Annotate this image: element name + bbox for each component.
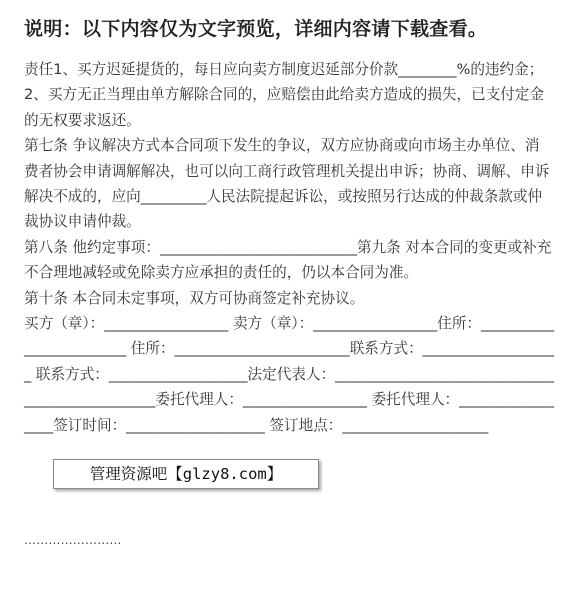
truncation-ellipsis: …………………… — [24, 533, 122, 547]
watermark-stamp: 管理资源吧【glzy8.com】 — [53, 459, 319, 489]
clause-seven-dispute: 第七条 争议解决方式本合同项下发生的争议，双方应协商或向市场主办单位、消费者协会申请调解解决，也可以向工商行政管理机关提出申诉；协商、调解、申诉解决不成的，应向_________人民法院提起诉讼，或按照另行达成的仲裁条款或仲裁协议申请仲裁。 — [24, 137, 550, 231]
clause-eight-nine: 第八条 他约定事项：___________________________第九条 对本合同的变更或补充不合理地减轻或免除卖方应承担的责任的，仍以本合同为准。 — [24, 238, 552, 282]
contract-text — [24, 57, 554, 438]
preview-notice: 说明：以下内容仅为文字预览，详细内容请下载查看。 — [24, 18, 488, 40]
clause-liability: 责任1、买方迟延提货的，每日应向卖方制度迟延部分价款________%的违约金；2、买方无正当理由单方解除合同的，应赔偿由此给卖方造成的损失，已支付定金的无权要求返还。 — [24, 61, 545, 129]
clause-ten: 第十条 本合同未定事项，双方可协商签定补充协议。 — [24, 289, 365, 307]
signature-block: 买方（章）：_________________ 卖方（章）：_________________住所：________________________ 住所：________________________联系方式：___________________ 联系方式：___________________法定代表人：________________________________________________委托代理人：_________________ 委托代理人：_________________签订时间：___________________ 签订地点：____________________ — [24, 315, 555, 434]
